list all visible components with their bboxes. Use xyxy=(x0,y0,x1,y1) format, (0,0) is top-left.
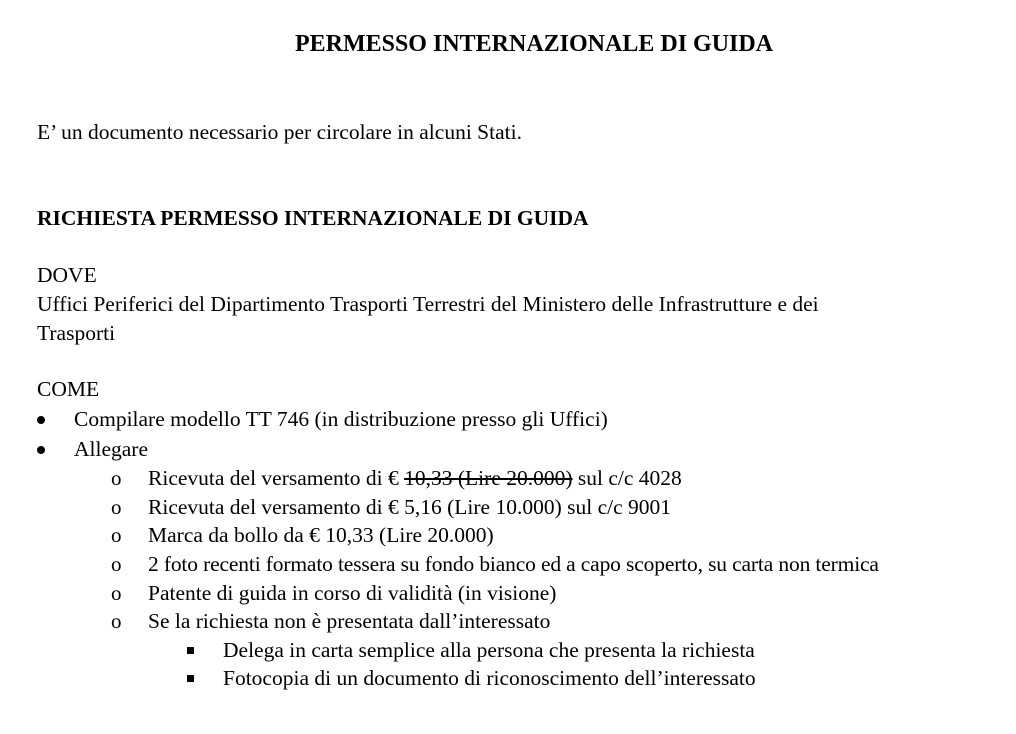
bullet-square-icon xyxy=(187,675,194,682)
dove-label: DOVE xyxy=(37,263,97,287)
list-item xyxy=(0,493,1016,522)
list-item-text: Ricevuta del versamento di € 5,16 (Lire 10.000) sul c/c 9001 xyxy=(148,495,672,519)
list-item-text: Patente di guida in corso di validità (in visione) xyxy=(148,581,557,605)
list-item xyxy=(0,636,1016,665)
list-item-text: Compilare modello TT 746 (in distribuzione presso gli Uffici) xyxy=(74,407,608,431)
bullet-square-icon xyxy=(187,647,194,654)
list-item xyxy=(0,464,1016,493)
list-item xyxy=(0,435,1016,464)
struck-amount: 10,33 (Lire 20.000) xyxy=(404,466,573,490)
bullet-circle-icon: o xyxy=(111,609,122,633)
page-title: PERMESSO INTERNAZIONALE DI GUIDA xyxy=(294,31,774,57)
bullet-circle-icon: o xyxy=(111,495,122,519)
list-item xyxy=(0,405,1016,434)
bullet-circle-icon: o xyxy=(111,581,122,605)
bullet-disc-icon xyxy=(37,446,45,454)
bullet-circle-icon: o xyxy=(111,523,122,547)
intro-text: E’ un documento necessario per circolare in alcuni Stati. xyxy=(37,120,522,144)
list-item-text: Fotocopia di un documento di riconoscimento dell’interessato xyxy=(223,666,756,690)
list-item xyxy=(0,550,1016,579)
come-label: COME xyxy=(37,377,100,401)
list-item-text: Allegare xyxy=(74,437,149,461)
list-item xyxy=(0,521,1016,550)
list-item xyxy=(0,664,1016,693)
list-item-text: Se la richiesta non è presentata dall’interessato xyxy=(148,609,551,633)
list-item xyxy=(0,579,1016,608)
list-item-text: Delega in carta semplice alla persona che presenta la richiesta xyxy=(223,638,755,662)
bullet-circle-icon: o xyxy=(111,552,122,576)
bullet-circle-icon: o xyxy=(111,466,122,490)
section-heading: RICHIESTA PERMESSO INTERNAZIONALE DI GUIDA xyxy=(37,206,589,230)
bullet-disc-icon xyxy=(37,416,45,424)
list-item-text: Marca da bollo da € 10,33 (Lire 20.000) xyxy=(148,523,494,547)
list-item-text: 2 foto recenti formato tessera su fondo bianco ed a capo scoperto, su carta non termica xyxy=(148,552,879,576)
list-item-text xyxy=(148,464,682,493)
list-item xyxy=(0,607,1016,636)
payment-suffix: sul c/c 4028 xyxy=(572,466,682,490)
payment-prefix: Ricevuta del versamento di € xyxy=(148,466,405,490)
dove-text-line-2: Trasporti xyxy=(37,321,116,345)
dove-text-line-1: Uffici Periferici del Dipartimento Trasporti Terrestri del Ministero delle Infrastrutture e dei xyxy=(37,292,819,316)
